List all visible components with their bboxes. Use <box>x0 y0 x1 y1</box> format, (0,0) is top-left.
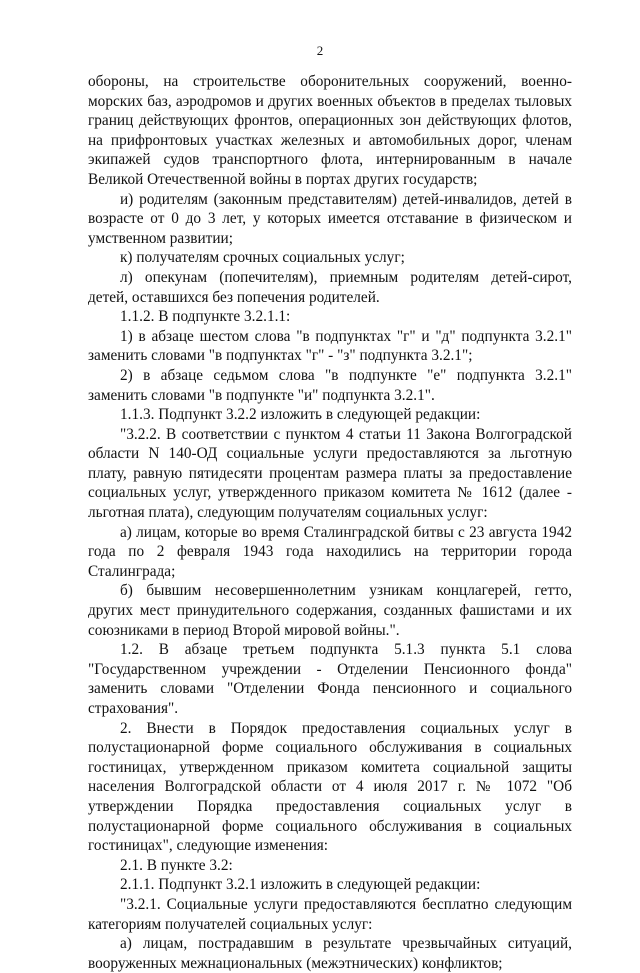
paragraph: 1.2. В абзаце третьем подпункта 5.1.3 пункта 5.1 слова "Государственном учреждении - Отделении Пенсионного фонда" заменить словами "Отделении Фонда пенсионного и социального страхования". <box>88 641 572 717</box>
paragraph: 1.1.2. В подпункте 3.2.1.1: <box>120 308 291 326</box>
paragraph: 2) в абзаце седьмом слова "в подпункте "е" подпункта 3.2.1" заменить словами "в подпункте "и" подпункта 3.2.1". <box>88 366 572 404</box>
paragraph: а) лицам, пострадавшим в результате чрезвычайных ситуаций, вооруженных межнациональных (межэтнических) конфликтов; <box>88 935 572 972</box>
paragraph: 1) в абзаце шестом слова "в подпунктах "г" и "д" подпункта 3.2.1" заменить словами "в подпунктах "г" - "з" подпункта 3.2.1"; <box>88 327 572 365</box>
paragraph: обороны, на строительстве оборонительных сооружений, военно-морских баз, аэродромов и других военных объектов в пределах тыловых границ действующих фронтов, операционных зон действующих флотов, на прифронтовых участках железных и автомобильных дорог, членам экипажей судов транспортного флота, интернированным в начале Великой Отечественной войны в портах других государств; <box>88 73 572 188</box>
paragraph: л) опекунам (попечителям), приемным родителям детей-сирот, детей, оставшихся без попечения родителей. <box>88 268 572 306</box>
document-body <box>88 72 572 973</box>
page-number: 2 <box>316 43 324 58</box>
paragraph: б) бывшим несовершеннолетним узникам концлагерей, гетто, других мест принудительного содержания, созданных фашистами и их союзниками в период Второй мировой войны.". <box>88 582 572 639</box>
paragraph: к) получателям срочных социальных услуг; <box>120 249 405 267</box>
paragraph: и) родителям (законным представителям) детей-инвалидов, детей в возрасте от 0 до 3 лет, у которых имеется отставание в физическом и умственном развитии; <box>88 190 572 247</box>
paragraph: "3.2.1. Социальные услуги предоставляются бесплатно следующим категориям получателей социальных услуг: <box>88 895 572 933</box>
paragraph: 1.1.3. Подпункт 3.2.2 изложить в следующей редакции: <box>120 406 481 424</box>
paragraph: 2. Внести в Порядок предоставления социальных услуг в полустационарной форме социального обслуживания в социальных гостиницах, утвержденном приказом комитета социальной защиты населения Волгоградской области от 4 июля 2017 г. № 1072 "Об утверждении Порядка предоставления социальных услуг в полустационарной форме социального обслуживания в социальных гостиницах", следующие изменения: <box>88 719 572 855</box>
paragraph: "3.2.2. В соответствии с пунктом 4 статьи 11 Закона Волгоградской области N 140-ОД социальные услуги предоставляются за льготную плату, равную пятидесяти процентам размера платы за предоставление социальных услуг, утвержденного приказом комитета № 1612 (далее - льготная плата), следующим получателям социальных услуг: <box>88 425 572 522</box>
paragraph: 2.1. В пункте 3.2: <box>120 856 233 874</box>
paragraph: 2.1.1. Подпункт 3.2.1 изложить в следующей редакции: <box>120 876 481 894</box>
paragraph: а) лицам, которые во время Сталинградской битвы с 23 августа 1942 года по 2 февраля 1943 года находились на территории города Сталинграда; <box>88 523 572 580</box>
